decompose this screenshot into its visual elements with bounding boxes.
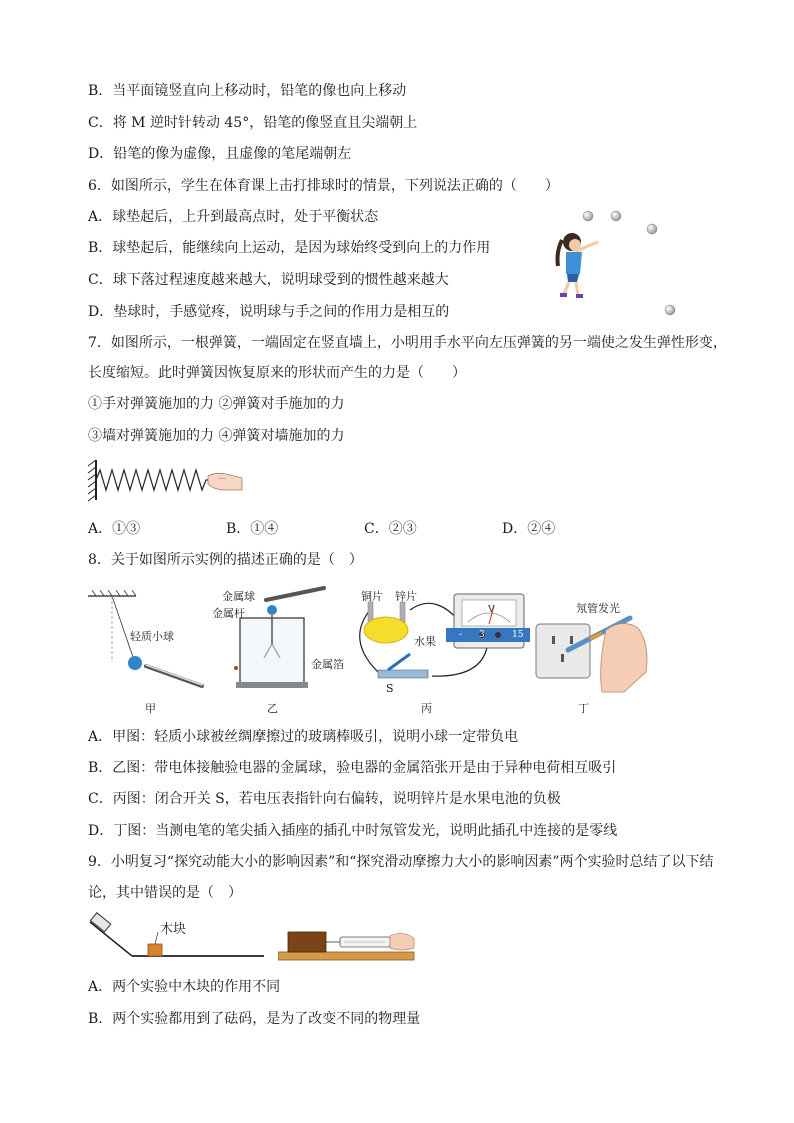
hand-icon (601, 623, 647, 692)
volleyball-icon (665, 305, 675, 315)
cart-icon (91, 913, 111, 932)
q8-option-c: C．丙图：闭合开关 S，若电压表指针向右偏转，说明锌片是水果电池的负极 (88, 791, 561, 807)
volleyball-figure (548, 200, 688, 350)
girl-player-icon (558, 233, 599, 298)
socket-icon (536, 624, 590, 678)
switch-icon (388, 654, 410, 670)
yi-ball-label: 金属球 (222, 590, 255, 603)
ding-caption: 丁 (578, 702, 589, 715)
q6-option-b: B．球垫起后，能继续向上运动，是因为球始终受到向上的力作用 (88, 240, 491, 256)
glass-rod-icon (146, 666, 202, 686)
q8-option-b: B．乙图：带电体接触验电器的金属球，验电器的金属箔张开是由于异种电荷相互吸引 (88, 760, 617, 776)
bing-switch-label: S (386, 682, 394, 695)
friction-experiment-figure (278, 920, 418, 964)
q7-stem-line1: 7．如图所示，一根弹簧，一端固定在竖直墙上，小明用手水平向左压弹簧的另一端使之发生弹性形变， (88, 335, 727, 351)
q9-option-a: A．两个实验中木块的作用不同 (88, 979, 281, 995)
q5-option-d: D．铅笔的像为虚像，且虚像的笔尾端朝左 (88, 146, 352, 162)
jia-ball-label: 轻质小球 (130, 630, 174, 643)
metal-ball-icon (267, 605, 277, 615)
q6-stem: 6．如图所示，学生在体育课上击打排球时的情景，下列说法正确的（ ） (88, 178, 559, 194)
q5-option-b: B．当平面镜竖直向上移动时，铅笔的像也向上移动 (88, 83, 407, 99)
q7-option-b: B．①④ (226, 521, 279, 537)
bing-fruit-label: 水果 (414, 635, 436, 648)
q6-option-c: C．球下落过程速度越来越大，说明球受到的惯性越来越大 (88, 272, 449, 288)
q7-statements-1: ①手对弹簧施加的力 ②弹簧对手施加的力 (88, 396, 345, 412)
jia-caption: 甲 (145, 702, 156, 715)
q7-statements-2: ③墙对弹簧施加的力 ④弹簧对墙施加的力 (88, 428, 345, 444)
q8-option-a: A．甲图：轻质小球被丝绸摩擦过的玻璃棒吸引，说明小球一定带负电 (88, 729, 519, 745)
pith-ball-icon (128, 656, 142, 670)
bing-zinc-label: 锌片 (395, 590, 417, 603)
q6-option-a: A．球垫起后，上升到最高点时，处于平衡状态 (88, 209, 379, 225)
yi-caption: 乙 (267, 702, 278, 715)
hand-icon (208, 473, 242, 490)
q7-option-d: D．②④ (502, 521, 556, 537)
bing-copper-label: 铜片 (361, 590, 383, 603)
q7-stem-line2: 长度缩短。此时弹簧因恢复原来的形状而产生的力是（ ） (88, 365, 466, 381)
wood-block-icon (288, 932, 326, 952)
spring-wall-figure (86, 458, 246, 504)
q7-option-c: C．②③ (364, 521, 417, 537)
q9-stem-line1: 9．小明复习“探究动能大小的影响因素”和“探究滑动摩擦力大小的影响因素”两个实验时总结了以下结 (88, 854, 714, 870)
q9-option-b: B．两个实验都用到了砝码，是为了改变不同的物理量 (88, 1011, 421, 1027)
q8-stem: 8．关于如图所示实例的描述正确的是（ ） (88, 552, 363, 568)
q8-option-d: D．丁图：当测电笔的笔尖插入插座的插孔中时氖管发光，说明此插孔中连接的是零线 (88, 823, 618, 839)
q9-stem-line2: 论，其中错误的是（ ） (88, 885, 242, 901)
ding-neon-label: 氖管发光 (576, 602, 620, 615)
spring-icon (96, 470, 210, 490)
bing-voltmeter-v: V (488, 605, 495, 615)
bing-terminal-15: 15 (512, 630, 524, 640)
bing-terminal-minus: - (459, 630, 463, 640)
q6-option-d: D．垫球时，手感觉疼，说明球与手之间的作用力是相互的 (88, 304, 450, 320)
yi-foil-label: 金属箔 (311, 658, 344, 671)
lemon-icon (364, 617, 408, 643)
wall-icon (88, 460, 96, 501)
bing-caption: 丙 (421, 702, 432, 715)
bing-terminal-3: 3 (479, 630, 485, 640)
q7-option-a: A．①③ (88, 521, 141, 537)
volleyball-icon (611, 211, 621, 221)
volleyball-icon (583, 211, 593, 221)
hand-icon (390, 933, 414, 950)
wood-block-icon (148, 944, 162, 956)
q9-block-label: 木块 (160, 922, 187, 937)
yi-rod-label: 金属杆 (212, 607, 245, 620)
q5-option-c: C．将 M 逆时针转动 45°，铅笔的像竖直且尖端朝上 (88, 115, 418, 131)
volleyball-icon (647, 224, 657, 234)
